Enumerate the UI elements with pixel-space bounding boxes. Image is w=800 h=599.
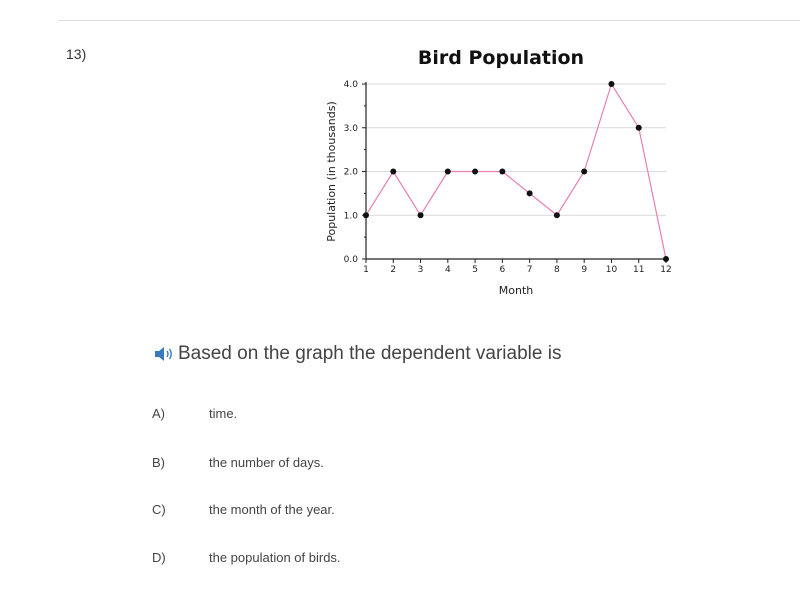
x-tick-label: 7 [526,265,533,275]
bird-population-chart [300,40,690,305]
data-point [608,81,614,87]
data-point [554,212,560,218]
data-point [472,169,478,175]
data-point [527,190,533,196]
y-tick-label: 4.0 [343,80,358,90]
data-point [363,212,369,218]
x-tick-label: 12 [660,265,672,275]
y-tick-label: 3.0 [343,123,358,134]
choice-text: the month of the year. [209,502,335,517]
x-tick-label: 1 [363,265,369,275]
data-point [663,256,669,262]
x-tick-label: 6 [499,265,506,275]
x-axis-label: Month [498,284,534,297]
x-tick-label: 2 [390,265,397,275]
y-axis-label: Population (in thousands) [325,101,338,242]
x-tick-label: 10 [605,265,618,275]
choice-letter: A) [152,406,165,421]
x-tick-label: 4 [444,265,451,275]
choice-d[interactable] [152,550,552,572]
choice-c[interactable] [152,502,552,524]
data-point [390,169,396,175]
choice-letter: B) [152,455,165,470]
x-tick-label: 5 [472,265,478,275]
choice-letter: D) [152,550,166,565]
y-tick-label: 0.0 [343,255,358,265]
y-tick-label: 1.0 [343,211,358,222]
data-point [636,125,642,131]
question-number: 13) [66,46,87,62]
data-point [418,212,424,218]
question-prompt [154,343,561,365]
x-tick-label: 3 [417,265,424,275]
choice-a[interactable] [152,406,552,428]
choice-text: the population of birds. [209,550,341,565]
chart-svg [300,40,690,305]
chart-title: Bird Population [417,47,585,69]
choice-b[interactable] [152,455,552,477]
prompt-text: Based on the graph the dependent variable is [178,343,562,364]
choice-text: time. [209,406,238,421]
speaker-icon[interactable] [154,346,176,362]
x-tick-label: 8 [554,265,560,275]
data-point [581,169,587,175]
top-divider [58,20,800,21]
y-tick-label: 2.0 [343,167,358,178]
choice-letter: C) [152,502,166,517]
x-tick-label: 11 [633,265,645,275]
data-point [499,169,505,175]
x-tick-label: 9 [581,265,588,275]
data-point [445,169,451,175]
choice-text: the number of days. [209,455,324,470]
